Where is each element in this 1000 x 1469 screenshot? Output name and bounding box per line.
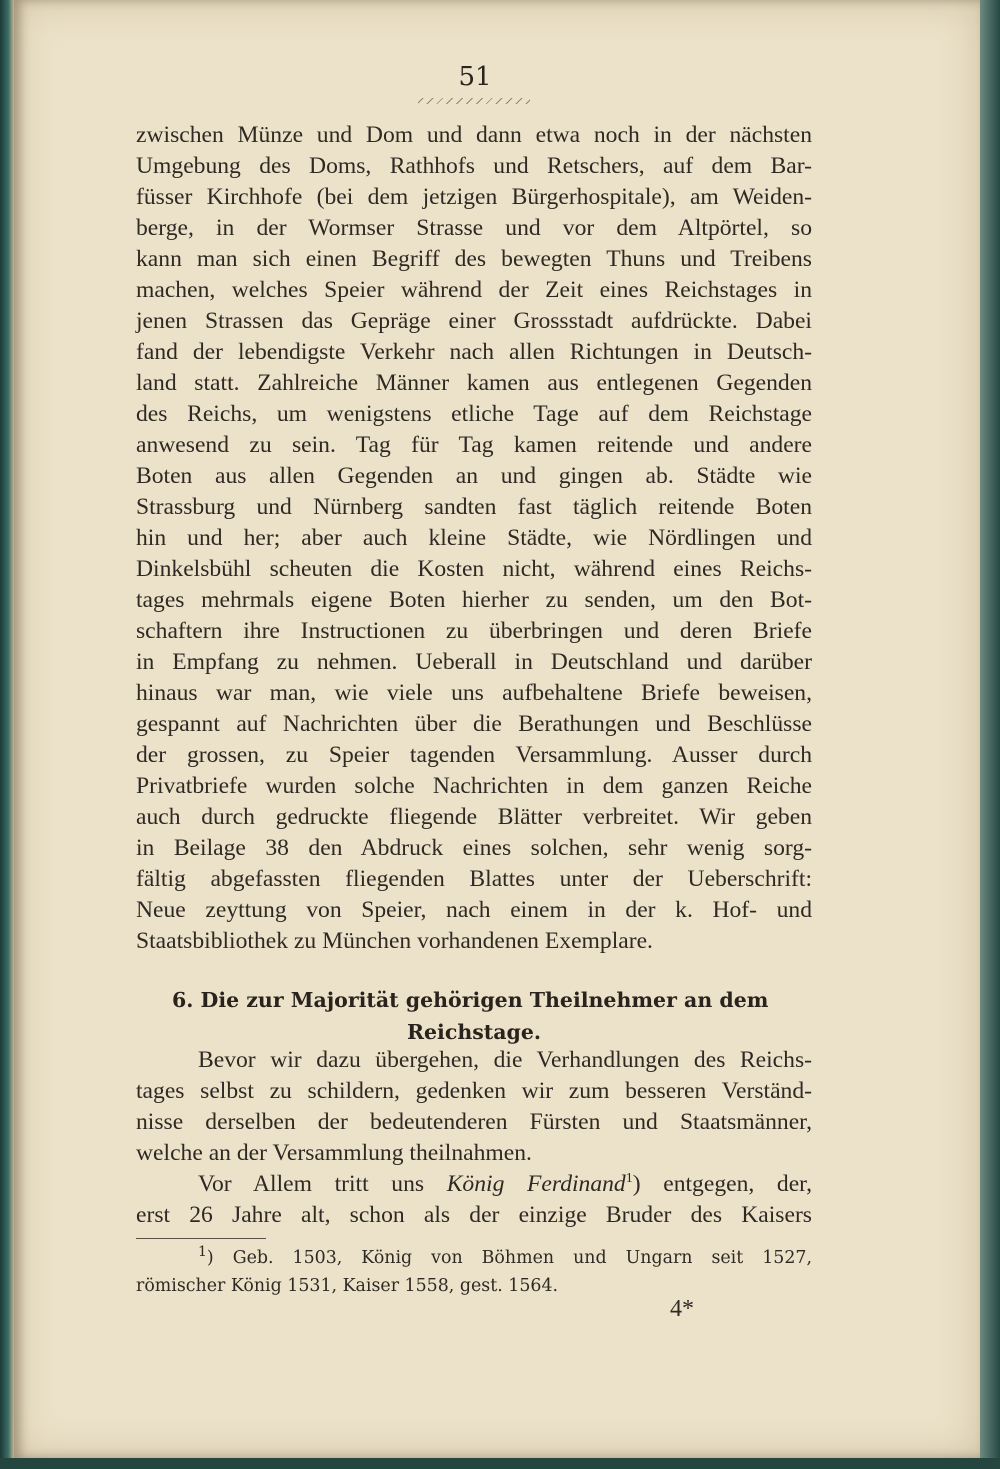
text-line: welche an der Versammlung theilnahmen. xyxy=(136,1140,532,1166)
person-name: König Ferdinand xyxy=(446,1171,626,1197)
text-line: Strassburg und Nürnberg sandten fast täglich reitende Boten xyxy=(136,494,812,520)
text-line: Privatbriefe wurden solche Nachrichten in dem ganzen Reiche xyxy=(136,773,812,799)
text-line: hin und her; aber auch kleine Städte, wie Nördlingen und xyxy=(136,525,812,551)
text-line xyxy=(136,1169,812,1200)
text-line: auch durch gedruckte fliegende Blätter verbreitet. Wir geben xyxy=(136,804,812,830)
text-line: tages mehrmals eigene Boten hierher zu senden, um den Bot- xyxy=(136,587,812,613)
text-line: fältig abgefassten fliegenden Blattes unter der Ueberschrift: xyxy=(136,866,812,892)
text-line: in Beilage 38 den Abdruck eines solchen, sehr wenig sorg- xyxy=(136,835,812,861)
text-fragment: Vor Allem tritt uns xyxy=(198,1171,447,1197)
page-number-ornament xyxy=(418,98,530,104)
text-line: Dinkelsbühl scheuten die Kosten nicht, während eines Reichs- xyxy=(136,556,812,582)
text-fragment: ) entgegen, der, xyxy=(632,1171,812,1197)
text-line: des Reichs, um wenigstens etliche Tage auf dem Reichstage xyxy=(136,401,812,427)
text-line: zwischen Münze und Dom und dann etwa noch in der nächsten xyxy=(136,122,812,148)
footnote-text: ) Geb. 1503, König von Böhmen und Ungarn seit 1527, xyxy=(206,1248,812,1268)
text-line: berge, in der Wormser Strasse und vor dem Altpörtel, so xyxy=(136,215,812,241)
text-line: füsser Kirchhofe (bei dem jetzigen Bürgerhospitale), am Weiden- xyxy=(136,184,812,210)
text-line: Boten aus allen Gegenden an und gingen ab. Städte wie xyxy=(136,463,812,489)
section-body xyxy=(136,1045,812,1231)
section-heading xyxy=(136,984,812,1048)
text-line: land statt. Zahlreiche Männer kamen aus entlegenen Gegenden xyxy=(136,370,812,396)
text-line: tages selbst zu schildern, gedenken wir zum besseren Verständ- xyxy=(136,1078,812,1104)
text-line: hinaus war man, wie viele uns aufbehaltene Briefe beweisen, xyxy=(136,680,812,706)
main-paragraph xyxy=(136,120,812,957)
text-line: in Empfang zu nehmen. Ueberall in Deutschland und darüber xyxy=(136,649,812,675)
footnotes xyxy=(136,1244,812,1300)
text-line: Staatsbibliothek zu München vorhandenen Exemplare. xyxy=(136,928,653,954)
footnote-line: römischer König 1531, Kaiser 1558, gest. 1564. xyxy=(136,1276,559,1296)
text-line: machen, welches Speier während der Zeit eines Reichstages in xyxy=(136,277,812,303)
page-number: 51 xyxy=(458,62,492,92)
footnote-reference: 1 xyxy=(625,1171,633,1187)
text-line: Neue zeyttung von Speier, nach einem in der k. Hof- und xyxy=(136,897,812,923)
text-line: Bevor wir dazu übergehen, die Verhandlungen des Reichs- xyxy=(198,1047,812,1073)
printer-signature: 4* xyxy=(670,1296,694,1322)
text-line: anwesend zu sein. Tag für Tag kamen reitende und andere xyxy=(136,432,812,458)
book-bottom-edge xyxy=(0,1458,1000,1469)
text-line: kann man sich einen Begriff des bewegten Thuns und Treibens xyxy=(136,246,812,272)
footnote-divider xyxy=(136,1238,266,1239)
book-right-edge xyxy=(980,0,1000,1469)
footnote-line xyxy=(136,1244,812,1272)
book-cover-edge xyxy=(0,0,14,1469)
text-line: der grossen, zu Speier tagenden Versammlung. Ausser durch xyxy=(136,742,812,768)
text-line: gespannt auf Nachrichten über die Berathungen und Beschlüsse xyxy=(136,711,812,737)
text-line: erst 26 Jahre alt, schon als der einzige Bruder des Kaisers xyxy=(136,1202,812,1228)
text-line: nisse derselben der bedeutenderen Fürsten und Staatsmänner, xyxy=(136,1109,812,1135)
section-heading-line: 6. Die zur Majorität gehörigen Theilnehmer an dem xyxy=(172,988,769,1012)
text-line: Umgebung des Doms, Rathhofs und Retschers, auf dem Bar- xyxy=(136,153,812,179)
text-line: fand der lebendigste Verkehr nach allen Richtungen in Deutsch- xyxy=(136,339,812,365)
footnote-mark: 1 xyxy=(198,1244,207,1261)
text-line: jenen Strassen das Gepräge einer Grossstadt aufdrückte. Dabei xyxy=(136,308,812,334)
section-heading-line: Reichstage. xyxy=(406,1020,542,1044)
text-line: schaftern ihre Instructionen zu überbringen und deren Briefe xyxy=(136,618,812,644)
